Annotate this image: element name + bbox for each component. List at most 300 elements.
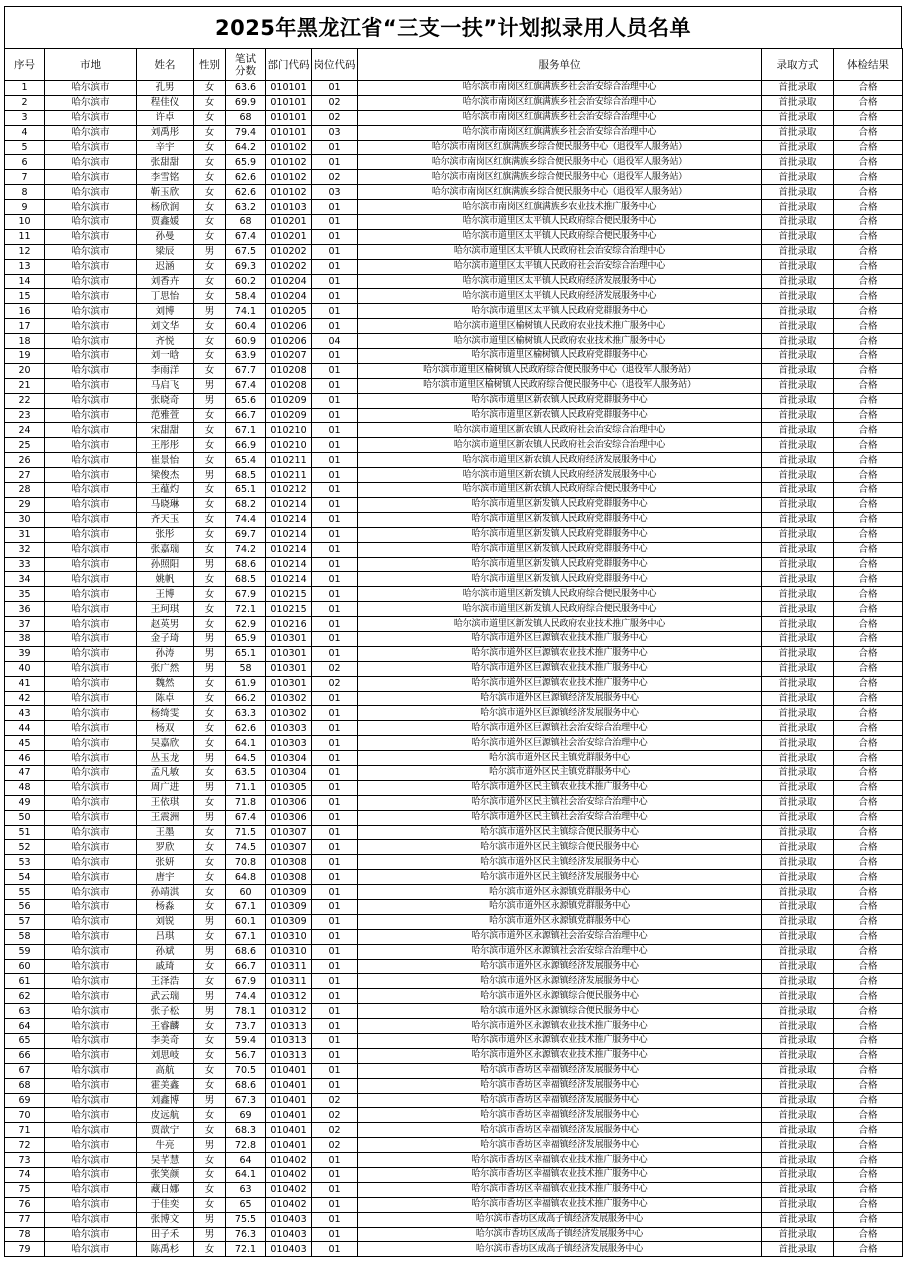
score-cell: 72.1 <box>226 602 266 617</box>
admission-method-cell: 首批录取 <box>762 870 834 885</box>
post-code-cell: 03 <box>312 125 358 140</box>
post-code-cell: 02 <box>312 95 358 110</box>
dept-code-cell: 010402 <box>266 1197 312 1212</box>
physical-exam-cell: 合格 <box>834 959 903 974</box>
dept-code-cell: 010210 <box>266 438 312 453</box>
service-unit-cell: 哈尔滨市道里区新发镇人民政府综合便民服务中心 <box>358 602 762 617</box>
city-cell: 哈尔滨市 <box>45 304 137 319</box>
post-code-cell: 01 <box>312 1048 358 1063</box>
seq-cell: 26 <box>5 453 45 468</box>
physical-exam-cell: 合格 <box>834 557 903 572</box>
name-cell: 孙曼 <box>137 229 194 244</box>
table-row <box>5 438 903 453</box>
seq-cell: 33 <box>5 557 45 572</box>
admission-method-cell: 首批录取 <box>762 423 834 438</box>
admission-method-cell: 首批录取 <box>762 259 834 274</box>
city-cell: 哈尔滨市 <box>45 1063 137 1078</box>
gender-cell: 男 <box>194 393 226 408</box>
physical-exam-cell: 合格 <box>834 617 903 632</box>
score-cell: 68.6 <box>226 1078 266 1093</box>
service-unit-cell: 哈尔滨市香坊区成高子镇经济发展服务中心 <box>358 1212 762 1227</box>
seq-cell: 31 <box>5 527 45 542</box>
seq-cell: 14 <box>5 274 45 289</box>
gender-cell: 女 <box>194 453 226 468</box>
score-cell: 67.3 <box>226 1093 266 1108</box>
seq-cell: 75 <box>5 1182 45 1197</box>
city-cell: 哈尔滨市 <box>45 780 137 795</box>
header-post-code: 岗位代码 <box>312 49 358 81</box>
table-row <box>5 959 903 974</box>
name-cell: 迟涵 <box>137 259 194 274</box>
gender-cell: 女 <box>194 1197 226 1212</box>
city-cell: 哈尔滨市 <box>45 944 137 959</box>
service-unit-cell: 哈尔滨市南岗区红旗满族乡综合便民服务中心（退役军人服务站） <box>358 140 762 155</box>
seq-cell: 50 <box>5 810 45 825</box>
score-cell: 68.2 <box>226 497 266 512</box>
gender-cell: 女 <box>194 229 226 244</box>
table-row <box>5 706 903 721</box>
gender-cell: 女 <box>194 736 226 751</box>
score-cell: 67.9 <box>226 587 266 602</box>
score-cell: 74.1 <box>226 304 266 319</box>
name-cell: 刘鑫博 <box>137 1093 194 1108</box>
gender-cell: 女 <box>194 438 226 453</box>
score-cell: 67.1 <box>226 929 266 944</box>
gender-cell: 男 <box>194 1227 226 1242</box>
name-cell: 孙涛 <box>137 646 194 661</box>
table-row <box>5 587 903 602</box>
seq-cell: 78 <box>5 1227 45 1242</box>
name-cell: 吴芊慧 <box>137 1153 194 1168</box>
dept-code-cell: 010301 <box>266 676 312 691</box>
city-cell: 哈尔滨市 <box>45 1153 137 1168</box>
city-cell: 哈尔滨市 <box>45 721 137 736</box>
city-cell: 哈尔滨市 <box>45 1212 137 1227</box>
admission-method-cell: 首批录取 <box>762 468 834 483</box>
seq-cell: 79 <box>5 1242 45 1257</box>
city-cell: 哈尔滨市 <box>45 393 137 408</box>
service-unit-cell: 哈尔滨市道外区巨源镇社会治安综合治理中心 <box>358 721 762 736</box>
city-cell: 哈尔滨市 <box>45 617 137 632</box>
table-row <box>5 1019 903 1034</box>
gender-cell: 女 <box>194 334 226 349</box>
seq-cell: 48 <box>5 780 45 795</box>
name-cell: 高航 <box>137 1063 194 1078</box>
admission-method-cell: 首批录取 <box>762 676 834 691</box>
physical-exam-cell: 合格 <box>834 438 903 453</box>
seq-cell: 28 <box>5 483 45 498</box>
table-row <box>5 453 903 468</box>
gender-cell: 女 <box>194 200 226 215</box>
post-code-cell: 01 <box>312 1242 358 1257</box>
score-cell: 71.5 <box>226 825 266 840</box>
admission-method-cell: 首批录取 <box>762 944 834 959</box>
seq-cell: 54 <box>5 870 45 885</box>
post-code-cell: 01 <box>312 200 358 215</box>
service-unit-cell: 哈尔滨市香坊区幸福镇经济发展服务中心 <box>358 1063 762 1078</box>
physical-exam-cell: 合格 <box>834 423 903 438</box>
service-unit-cell: 哈尔滨市道里区新农镇人民政府综合便民服务中心 <box>358 483 762 498</box>
score-cell: 65.9 <box>226 155 266 170</box>
service-unit-cell: 哈尔滨市道外区永源镇农业技术推广服务中心 <box>358 1034 762 1049</box>
gender-cell: 女 <box>194 602 226 617</box>
score-cell: 78.1 <box>226 1004 266 1019</box>
score-cell: 63.6 <box>226 81 266 96</box>
physical-exam-cell: 合格 <box>834 408 903 423</box>
dept-code-cell: 010101 <box>266 110 312 125</box>
score-cell: 62.6 <box>226 721 266 736</box>
service-unit-cell: 哈尔滨市道外区民主镇经济发展服务中心 <box>358 870 762 885</box>
table-header <box>5 49 903 81</box>
service-unit-cell: 哈尔滨市道外区永源镇农业技术推广服务中心 <box>358 1048 762 1063</box>
dept-code-cell: 010308 <box>266 855 312 870</box>
table-row <box>5 1182 903 1197</box>
gender-cell: 女 <box>194 706 226 721</box>
dept-code-cell: 010401 <box>266 1063 312 1078</box>
gender-cell: 女 <box>194 1242 226 1257</box>
service-unit-cell: 哈尔滨市道外区巨源镇农业技术推广服务中心 <box>358 676 762 691</box>
name-cell: 王墨 <box>137 825 194 840</box>
name-cell: 唐宇 <box>137 870 194 885</box>
score-cell: 64.5 <box>226 751 266 766</box>
seq-cell: 4 <box>5 125 45 140</box>
post-code-cell: 01 <box>312 1004 358 1019</box>
seq-cell: 77 <box>5 1212 45 1227</box>
admission-method-cell: 首批录取 <box>762 1138 834 1153</box>
post-code-cell: 01 <box>312 304 358 319</box>
admission-method-cell: 首批录取 <box>762 215 834 230</box>
gender-cell: 男 <box>194 304 226 319</box>
table-body <box>5 81 903 1257</box>
dept-code-cell: 010214 <box>266 572 312 587</box>
table-row <box>5 125 903 140</box>
post-code-cell: 01 <box>312 497 358 512</box>
table-row <box>5 110 903 125</box>
name-cell: 李雨洋 <box>137 363 194 378</box>
name-cell: 张晓奇 <box>137 393 194 408</box>
header-seq: 序号 <box>5 49 45 81</box>
name-cell: 张妍 <box>137 855 194 870</box>
dept-code-cell: 010401 <box>266 1123 312 1138</box>
dept-code-cell: 010313 <box>266 1034 312 1049</box>
seq-cell: 56 <box>5 899 45 914</box>
post-code-cell: 01 <box>312 795 358 810</box>
admission-method-cell: 首批录取 <box>762 810 834 825</box>
admission-method-cell: 首批录取 <box>762 140 834 155</box>
service-unit-cell: 哈尔滨市道外区永源镇党群服务中心 <box>358 899 762 914</box>
score-cell: 63.3 <box>226 706 266 721</box>
name-cell: 梁俊杰 <box>137 468 194 483</box>
name-cell: 赵英男 <box>137 617 194 632</box>
post-code-cell: 01 <box>312 602 358 617</box>
dept-code-cell: 010303 <box>266 736 312 751</box>
gender-cell: 女 <box>194 840 226 855</box>
service-unit-cell: 哈尔滨市香坊区幸福镇经济发展服务中心 <box>358 1123 762 1138</box>
post-code-cell: 01 <box>312 929 358 944</box>
gender-cell: 女 <box>194 289 226 304</box>
table-row <box>5 274 903 289</box>
gender-cell: 女 <box>194 885 226 900</box>
city-cell: 哈尔滨市 <box>45 483 137 498</box>
physical-exam-cell: 合格 <box>834 765 903 780</box>
dept-code-cell: 010309 <box>266 899 312 914</box>
service-unit-cell: 哈尔滨市道外区永源镇综合便民服务中心 <box>358 1004 762 1019</box>
score-cell: 65.1 <box>226 646 266 661</box>
gender-cell: 女 <box>194 1168 226 1183</box>
post-code-cell: 01 <box>312 140 358 155</box>
service-unit-cell: 哈尔滨市香坊区幸福镇经济发展服务中心 <box>358 1138 762 1153</box>
table-row <box>5 527 903 542</box>
table-row <box>5 870 903 885</box>
city-cell: 哈尔滨市 <box>45 468 137 483</box>
gender-cell: 女 <box>194 929 226 944</box>
name-cell: 张广然 <box>137 661 194 676</box>
score-cell: 62.6 <box>226 170 266 185</box>
admission-method-cell: 首批录取 <box>762 691 834 706</box>
name-cell: 张甜甜 <box>137 155 194 170</box>
physical-exam-cell: 合格 <box>834 527 903 542</box>
service-unit-cell: 哈尔滨市道外区民主镇综合便民服务中心 <box>358 825 762 840</box>
gender-cell: 女 <box>194 1019 226 1034</box>
gender-cell: 男 <box>194 780 226 795</box>
post-code-cell: 01 <box>312 914 358 929</box>
service-unit-cell: 哈尔滨市道里区太平镇人民政府社会治安综合治理中心 <box>358 244 762 259</box>
name-cell: 刘一晗 <box>137 349 194 364</box>
post-code-cell: 01 <box>312 81 358 96</box>
name-cell: 霍美鑫 <box>137 1078 194 1093</box>
dept-code-cell: 010216 <box>266 617 312 632</box>
gender-cell: 女 <box>194 1048 226 1063</box>
score-cell: 68.6 <box>226 944 266 959</box>
post-code-cell: 01 <box>312 646 358 661</box>
table-row <box>5 1078 903 1093</box>
admission-method-cell: 首批录取 <box>762 1004 834 1019</box>
gender-cell: 男 <box>194 989 226 1004</box>
physical-exam-cell: 合格 <box>834 706 903 721</box>
service-unit-cell: 哈尔滨市香坊区幸福镇经济发展服务中心 <box>358 1078 762 1093</box>
score-cell: 76.3 <box>226 1227 266 1242</box>
service-unit-cell: 哈尔滨市道外区永源镇经济发展服务中心 <box>358 959 762 974</box>
seq-cell: 69 <box>5 1093 45 1108</box>
table-row <box>5 751 903 766</box>
post-code-cell: 01 <box>312 959 358 974</box>
city-cell: 哈尔滨市 <box>45 1168 137 1183</box>
physical-exam-cell: 合格 <box>834 855 903 870</box>
table-row <box>5 289 903 304</box>
city-cell: 哈尔滨市 <box>45 1048 137 1063</box>
gender-cell: 女 <box>194 1182 226 1197</box>
gender-cell: 男 <box>194 1004 226 1019</box>
dept-code-cell: 010207 <box>266 349 312 364</box>
name-cell: 陈禹杉 <box>137 1242 194 1257</box>
gender-cell: 女 <box>194 825 226 840</box>
gender-cell: 女 <box>194 274 226 289</box>
seq-cell: 59 <box>5 944 45 959</box>
score-cell: 67.4 <box>226 378 266 393</box>
physical-exam-cell: 合格 <box>834 631 903 646</box>
physical-exam-cell: 合格 <box>834 378 903 393</box>
service-unit-cell: 哈尔滨市道里区新农镇人民政府社会治安综合治理中心 <box>358 423 762 438</box>
admission-method-cell: 首批录取 <box>762 363 834 378</box>
post-code-cell: 01 <box>312 468 358 483</box>
physical-exam-cell: 合格 <box>834 572 903 587</box>
table-row <box>5 855 903 870</box>
city-cell: 哈尔滨市 <box>45 81 137 96</box>
admission-method-cell: 首批录取 <box>762 393 834 408</box>
physical-exam-cell: 合格 <box>834 349 903 364</box>
name-cell: 皮远航 <box>137 1108 194 1123</box>
dept-code-cell: 010211 <box>266 453 312 468</box>
gender-cell: 女 <box>194 765 226 780</box>
physical-exam-cell: 合格 <box>834 1197 903 1212</box>
admission-method-cell: 首批录取 <box>762 185 834 200</box>
table-row <box>5 944 903 959</box>
post-code-cell: 02 <box>312 1138 358 1153</box>
dept-code-cell: 010312 <box>266 1004 312 1019</box>
admission-method-cell: 首批录取 <box>762 736 834 751</box>
admission-method-cell: 首批录取 <box>762 1182 834 1197</box>
table-row <box>5 378 903 393</box>
score-cell: 63 <box>226 1182 266 1197</box>
post-code-cell: 01 <box>312 691 358 706</box>
service-unit-cell: 哈尔滨市香坊区成高子镇经济发展服务中心 <box>358 1227 762 1242</box>
city-cell: 哈尔滨市 <box>45 810 137 825</box>
score-cell: 67.4 <box>226 229 266 244</box>
admission-method-cell: 首批录取 <box>762 617 834 632</box>
gender-cell: 女 <box>194 1078 226 1093</box>
score-cell: 70.5 <box>226 1063 266 1078</box>
gender-cell: 女 <box>194 542 226 557</box>
table-row <box>5 780 903 795</box>
table-row <box>5 408 903 423</box>
service-unit-cell: 哈尔滨市南岗区红旗满族乡综合便民服务中心（退役军人服务站） <box>358 170 762 185</box>
service-unit-cell: 哈尔滨市道里区榆树镇人民政府农业技术推广服务中心 <box>358 334 762 349</box>
service-unit-cell: 哈尔滨市道里区新农镇人民政府经济发展服务中心 <box>358 453 762 468</box>
dept-code-cell: 010209 <box>266 393 312 408</box>
dept-code-cell: 010215 <box>266 587 312 602</box>
gender-cell: 女 <box>194 721 226 736</box>
score-cell: 69.9 <box>226 95 266 110</box>
table-row <box>5 1197 903 1212</box>
service-unit-cell: 哈尔滨市道里区新发镇人民政府综合便民服务中心 <box>358 587 762 602</box>
physical-exam-cell: 合格 <box>834 974 903 989</box>
service-unit-cell: 哈尔滨市南岗区红旗满族乡综合便民服务中心（退役军人服务站） <box>358 185 762 200</box>
dept-code-cell: 010202 <box>266 244 312 259</box>
post-code-cell: 01 <box>312 870 358 885</box>
admission-method-cell: 首批录取 <box>762 602 834 617</box>
seq-cell: 37 <box>5 617 45 632</box>
name-cell: 范雅萱 <box>137 408 194 423</box>
gender-cell: 女 <box>194 691 226 706</box>
table-row <box>5 631 903 646</box>
admission-method-cell: 首批录取 <box>762 1093 834 1108</box>
admission-method-cell: 首批录取 <box>762 1048 834 1063</box>
dept-code-cell: 010214 <box>266 512 312 527</box>
admission-method-cell: 首批录取 <box>762 706 834 721</box>
header-service-unit: 服务单位 <box>358 49 762 81</box>
admission-method-cell: 首批录取 <box>762 989 834 1004</box>
table-row <box>5 617 903 632</box>
name-cell: 靳玉欣 <box>137 185 194 200</box>
physical-exam-cell: 合格 <box>834 259 903 274</box>
city-cell: 哈尔滨市 <box>45 95 137 110</box>
post-code-cell: 01 <box>312 1168 358 1183</box>
post-code-cell: 01 <box>312 155 358 170</box>
gender-cell: 男 <box>194 468 226 483</box>
service-unit-cell: 哈尔滨市道里区新农镇人民政府社会治安综合治理中心 <box>358 438 762 453</box>
dept-code-cell: 010401 <box>266 1138 312 1153</box>
city-cell: 哈尔滨市 <box>45 244 137 259</box>
seq-cell: 29 <box>5 497 45 512</box>
name-cell: 王震洲 <box>137 810 194 825</box>
seq-cell: 30 <box>5 512 45 527</box>
service-unit-cell: 哈尔滨市道里区太平镇人民政府综合便民服务中心 <box>358 215 762 230</box>
city-cell: 哈尔滨市 <box>45 363 137 378</box>
name-cell: 罗欣 <box>137 840 194 855</box>
post-code-cell: 01 <box>312 587 358 602</box>
post-code-cell: 01 <box>312 483 358 498</box>
admission-method-cell: 首批录取 <box>762 497 834 512</box>
physical-exam-cell: 合格 <box>834 1227 903 1242</box>
physical-exam-cell: 合格 <box>834 1168 903 1183</box>
table-row <box>5 602 903 617</box>
gender-cell: 男 <box>194 944 226 959</box>
post-code-cell: 01 <box>312 215 358 230</box>
dept-code-cell: 010208 <box>266 363 312 378</box>
seq-cell: 76 <box>5 1197 45 1212</box>
dept-code-cell: 010214 <box>266 497 312 512</box>
table-row <box>5 1063 903 1078</box>
post-code-cell: 01 <box>312 1078 358 1093</box>
physical-exam-cell: 合格 <box>834 736 903 751</box>
score-cell: 71.8 <box>226 795 266 810</box>
seq-cell: 22 <box>5 393 45 408</box>
name-cell: 辛宇 <box>137 140 194 155</box>
service-unit-cell: 哈尔滨市道里区新农镇人民政府党群服务中心 <box>358 408 762 423</box>
post-code-cell: 01 <box>312 542 358 557</box>
post-code-cell: 01 <box>312 751 358 766</box>
name-cell: 陈卓 <box>137 691 194 706</box>
admission-method-cell: 首批录取 <box>762 274 834 289</box>
score-cell: 58.4 <box>226 289 266 304</box>
score-cell: 73.7 <box>226 1019 266 1034</box>
gender-cell: 女 <box>194 363 226 378</box>
post-code-cell: 01 <box>312 1212 358 1227</box>
post-code-cell: 01 <box>312 840 358 855</box>
admission-method-cell: 首批录取 <box>762 661 834 676</box>
city-cell: 哈尔滨市 <box>45 765 137 780</box>
physical-exam-cell: 合格 <box>834 899 903 914</box>
physical-exam-cell: 合格 <box>834 929 903 944</box>
gender-cell: 女 <box>194 587 226 602</box>
admission-method-cell: 首批录取 <box>762 110 834 125</box>
gender-cell: 女 <box>194 899 226 914</box>
table-row <box>5 334 903 349</box>
name-cell: 刘香卉 <box>137 274 194 289</box>
gender-cell: 女 <box>194 1063 226 1078</box>
seq-cell: 70 <box>5 1108 45 1123</box>
physical-exam-cell: 合格 <box>834 780 903 795</box>
service-unit-cell: 哈尔滨市道里区新农镇人民政府党群服务中心 <box>358 393 762 408</box>
city-cell: 哈尔滨市 <box>45 795 137 810</box>
service-unit-cell: 哈尔滨市道里区太平镇人民政府综合便民服务中心 <box>358 229 762 244</box>
seq-cell: 42 <box>5 691 45 706</box>
seq-cell: 25 <box>5 438 45 453</box>
seq-cell: 3 <box>5 110 45 125</box>
post-code-cell: 01 <box>312 319 358 334</box>
name-cell: 马晓琳 <box>137 497 194 512</box>
score-cell: 68.5 <box>226 468 266 483</box>
